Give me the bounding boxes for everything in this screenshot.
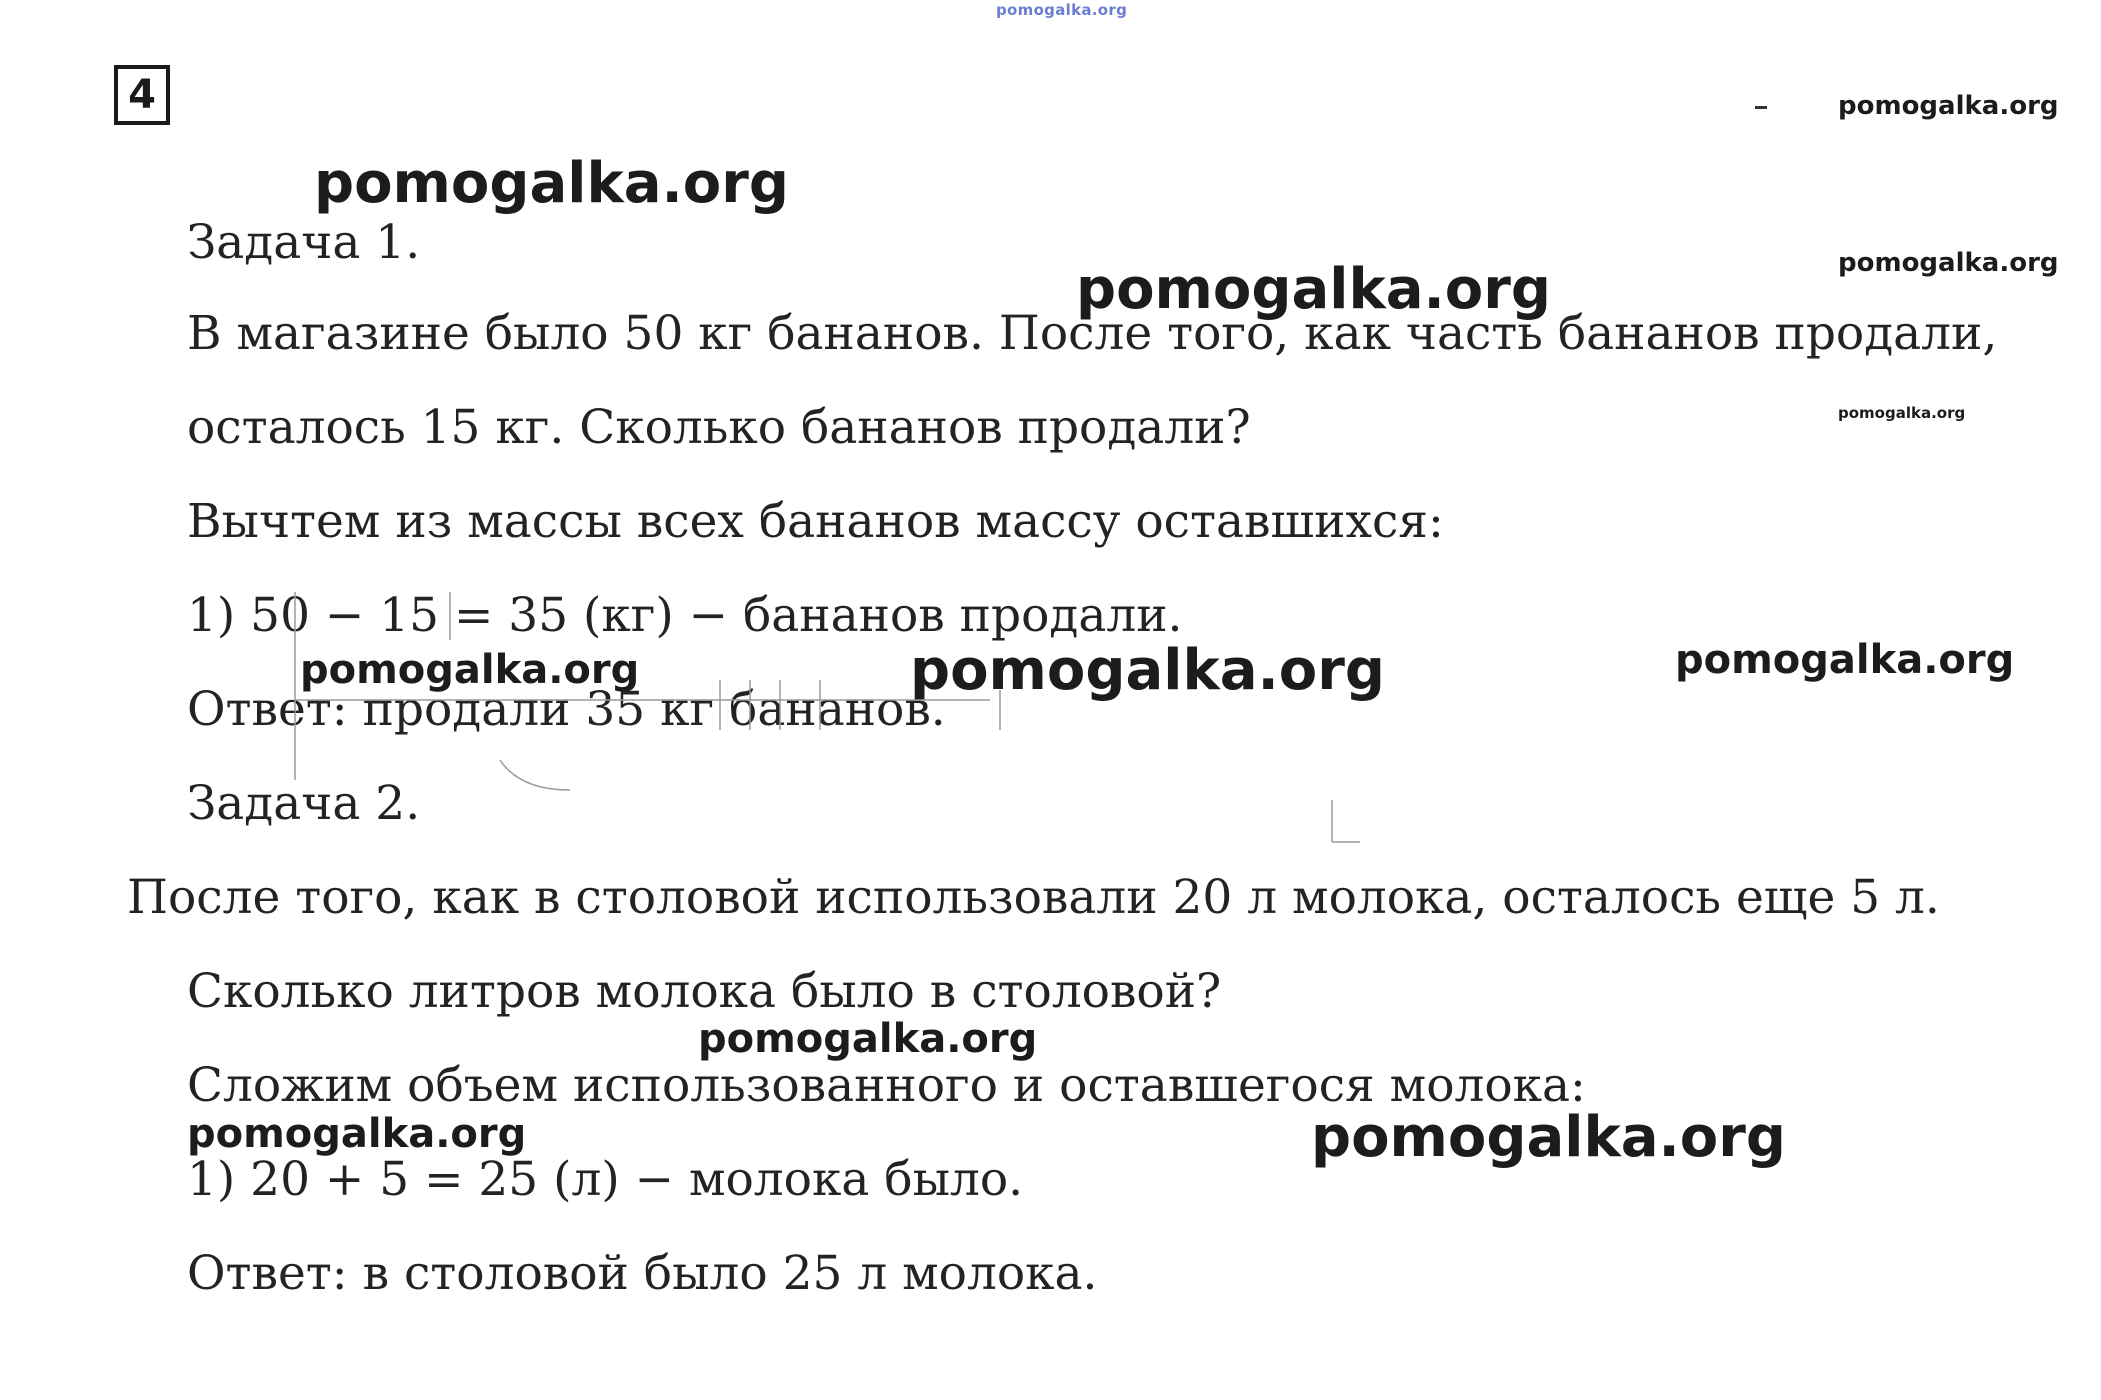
task1-condition-line2: осталось 15 кг. Сколько бананов продали? bbox=[187, 400, 1251, 455]
watermark: pomogalka.org bbox=[187, 1111, 527, 1157]
watermark: pomogalka.org bbox=[314, 151, 789, 216]
watermark: pomogalka.org bbox=[1838, 248, 2059, 278]
task2-title: Задача 2. bbox=[187, 776, 421, 831]
task2-condition-line2: Сколько литров молока было в столовой? bbox=[187, 964, 1222, 1019]
task2-step1: 1) 20 + 5 = 25 (л) − молока было. bbox=[187, 1152, 1024, 1207]
task1-step1: 1) 50 − 15 = 35 (кг) − бананов продали. bbox=[187, 588, 1183, 643]
watermark: pomogalka.org bbox=[910, 638, 1385, 703]
watermark: pomogalka.org bbox=[1311, 1105, 1786, 1170]
watermark: pomogalka.org bbox=[1838, 404, 1966, 422]
watermark: pomogalka.org bbox=[300, 647, 640, 693]
task-number-box: 4 bbox=[114, 65, 170, 125]
task1-condition-line1: В магазине было 50 кг бананов. После того, как часть бананов продали, bbox=[187, 306, 1998, 361]
watermark: pomogalka.org bbox=[1838, 91, 2059, 121]
task1-title: Задача 1. bbox=[187, 215, 421, 270]
task1-method: Вычтем из массы всех бананов массу оставшихся: bbox=[187, 494, 1444, 549]
watermark: pomogalka.org bbox=[1675, 637, 2015, 683]
top-watermark: pomogalka.org bbox=[996, 1, 1128, 19]
task1-answer: Ответ: продали 35 кг бананов. bbox=[187, 682, 946, 737]
task2-answer: Ответ: в столовой было 25 л молока. bbox=[187, 1246, 1098, 1301]
watermark: pomogalka.org bbox=[698, 1016, 1038, 1062]
small-dash-mark bbox=[1755, 106, 1767, 109]
watermark: pomogalka.org bbox=[1076, 257, 1551, 322]
task2-method: Сложим объем использованного и оставшегося молока: bbox=[187, 1058, 1586, 1113]
task2-condition-line1: После того, как в столовой использовали 20 л молока, осталось еще 5 л. bbox=[127, 870, 1940, 925]
